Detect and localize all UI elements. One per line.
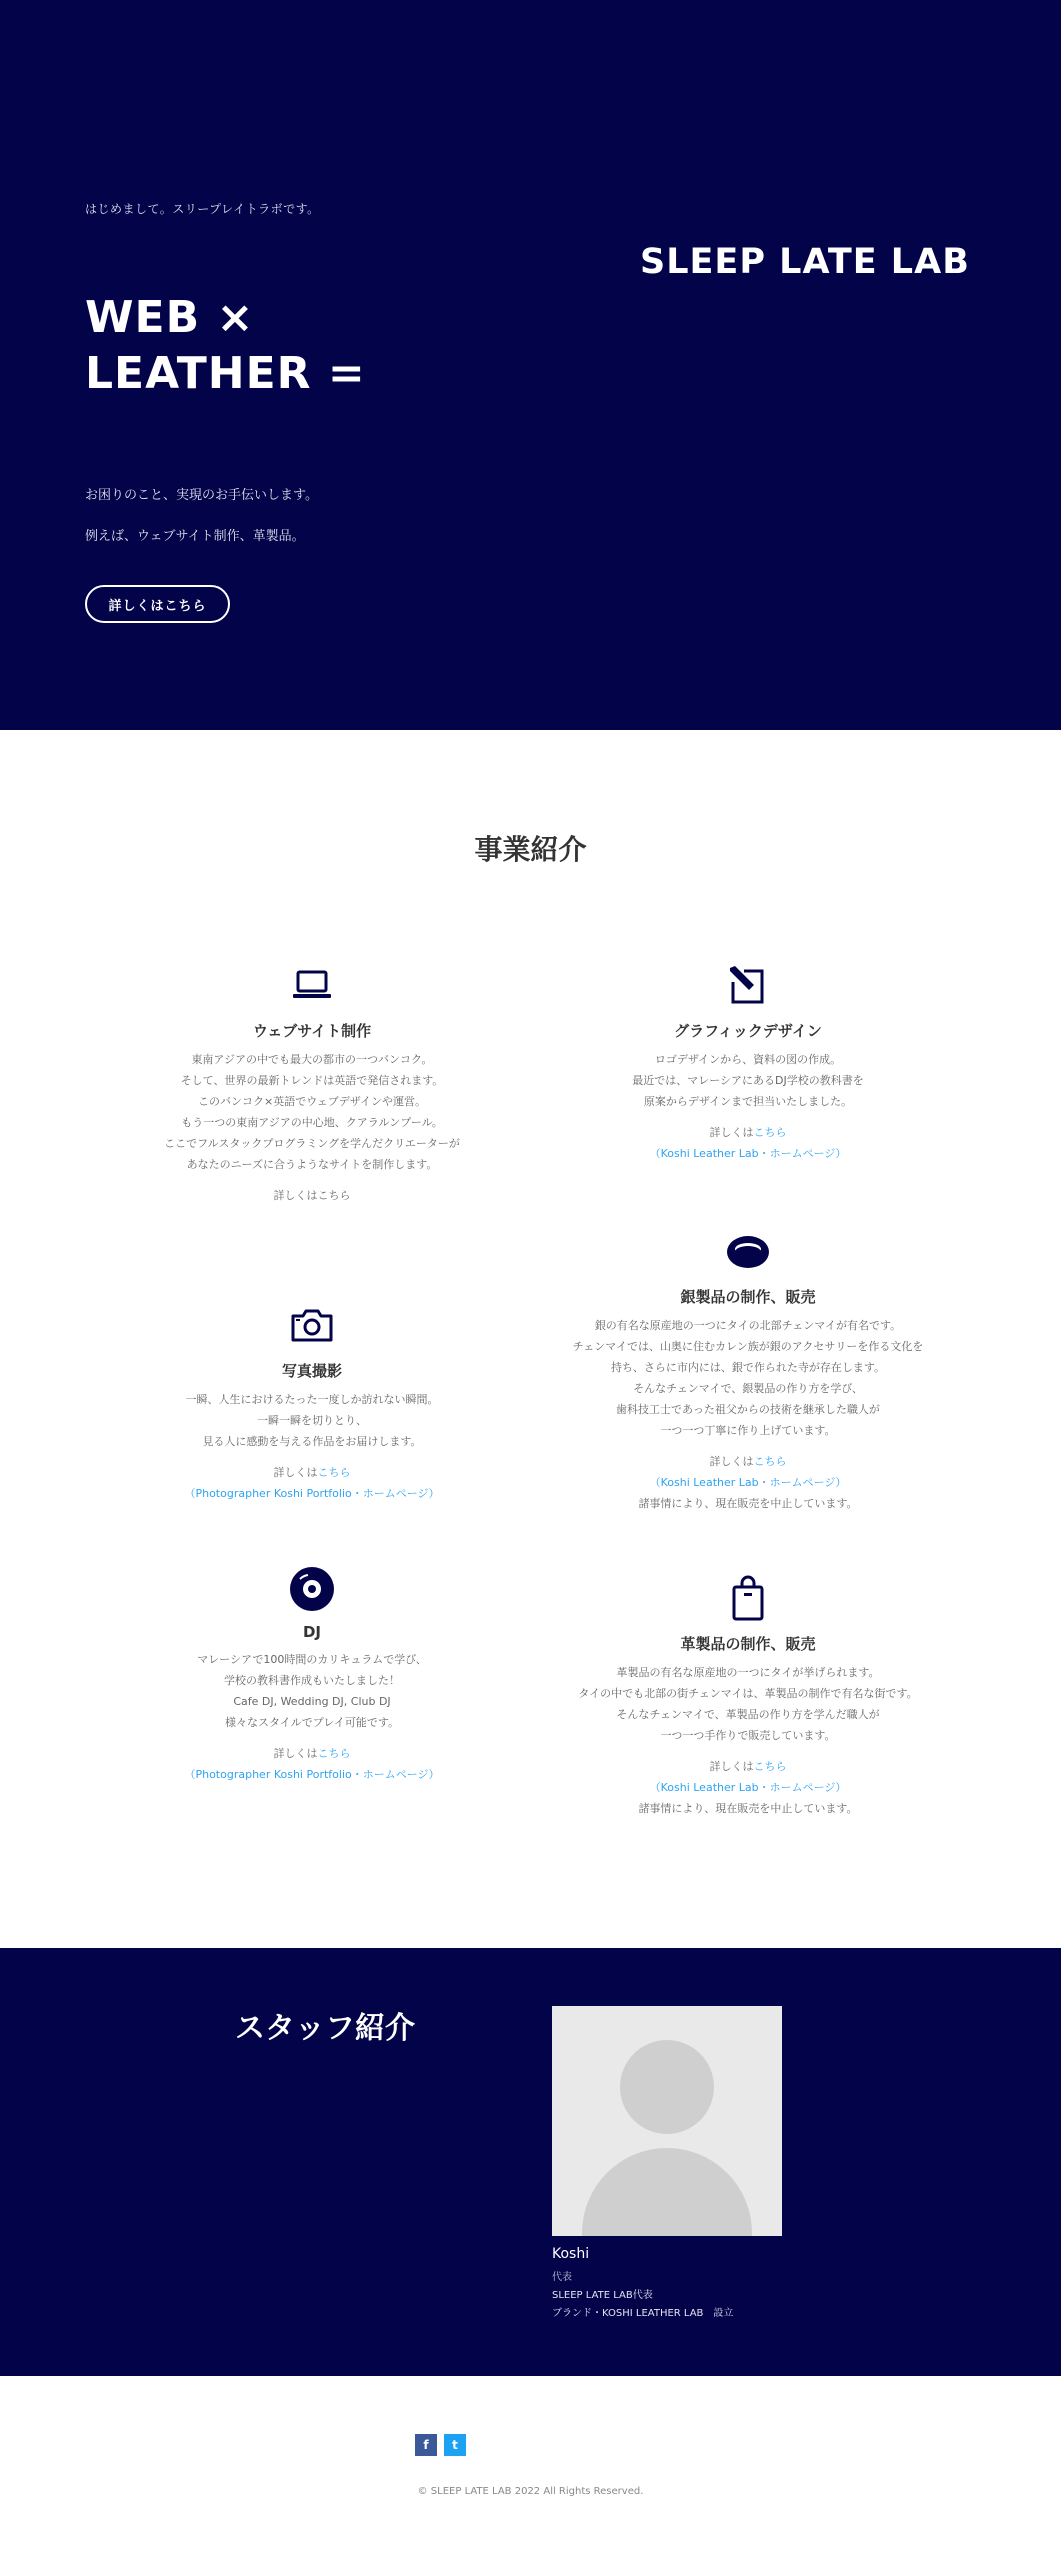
service-web-title: ウェブサイト制作	[252, 1022, 372, 1040]
service-graphic-sub-link[interactable]: （Koshi Leather Lab・ホームページ）	[649, 1147, 847, 1160]
service-photo-sub-link[interactable]: （Photographer Koshi Portfolio・ホームページ）	[184, 1487, 440, 1500]
staff-title: スタッフ紹介	[235, 2011, 415, 2046]
more-prefix: 詳しくは	[273, 1466, 318, 1479]
more-prefix: 詳しくは	[709, 1455, 754, 1468]
service-dj-more-link[interactable]: こちら	[317, 1747, 351, 1760]
shopping-bag-icon	[724, 1575, 772, 1623]
hero-text-2: 例えば、ウェブサイト制作、革製品。	[85, 529, 305, 544]
service-silver-note: 諸事情により、現在販売を中止しています。	[638, 1497, 858, 1510]
twitter-icon[interactable]: t	[444, 2434, 466, 2456]
staff-avatar	[552, 2006, 782, 2236]
service-web-line: 東南アジアの中でも最大の都市の一つバンコク。	[191, 1053, 433, 1066]
copyright: © SLEEP LATE LAB 2022 All Rights Reserved.	[417, 2486, 644, 2497]
service-dj	[112, 1565, 512, 1785]
staff-desc-2: ブランド・KOSHI LEATHER LAB 設立	[552, 2308, 734, 2319]
service-web-line: ここでフルスタックプログラミングを学んだクリエーターが	[164, 1137, 460, 1150]
services-title: 事業紹介	[474, 833, 587, 866]
service-leather-line: そんなチェンマイで、革製品の作り方を学んだ職人が	[616, 1708, 880, 1721]
staff-desc-1: SLEEP LATE LAB代表	[552, 2290, 653, 2301]
service-leather-line: タイの中でも北部の街チェンマイは、革製品の制作で有名な街です。	[578, 1687, 918, 1700]
hero-greeting: はじめまして。スリープレイトラボです。	[85, 202, 320, 216]
service-dj-title: DJ	[302, 1623, 322, 1641]
service-leather	[548, 1575, 948, 1819]
service-leather-note: 諸事情により、現在販売を中止しています。	[638, 1802, 858, 1815]
service-leather-line: 一つ一つ手作りで販売しています。	[660, 1729, 836, 1742]
service-silver-more-link[interactable]: こちら	[753, 1455, 787, 1468]
hero-title	[85, 290, 366, 402]
avatar-head	[620, 2040, 714, 2134]
service-photo-title: 写真撮影	[281, 1362, 342, 1380]
more-prefix: 詳しくは	[273, 1747, 318, 1760]
learn-more-button[interactable]: 詳しくはこちら	[85, 585, 230, 623]
service-photo-more	[112, 1462, 512, 1483]
service-graphic-line: ロゴデザインから、資料の図の作成。	[654, 1053, 842, 1066]
service-silver-line: チェンマイでは、山奥に住むカレン族が銀のアクセサリーを作る文化を	[572, 1340, 924, 1353]
service-web-line: そして、世界の最新トレンドは英語で発信されます。	[180, 1074, 444, 1087]
service-leather-more-link[interactable]: こちら	[753, 1760, 787, 1773]
service-silver-line: 銀の有名な原産地の一つにタイの北部チェンマイが有名です。	[594, 1319, 902, 1332]
service-graphic-line: 最近では、マレーシアにあるDJ学校の教科書を	[632, 1074, 864, 1087]
service-graphic	[548, 962, 948, 1164]
service-silver-line: 持ち、さらに市内には、銀で作られた寺が存在します。	[610, 1361, 886, 1374]
service-silver-line: 一つ一つ丁寧に作り上げています。	[660, 1424, 836, 1437]
more-prefix: 詳しくは	[709, 1760, 754, 1773]
hero-title-line2: LEATHER =	[85, 348, 366, 399]
service-photo-line: 見る人に感動を与える作品をお届けします。	[202, 1435, 422, 1448]
staff-section	[0, 1948, 1061, 2376]
laptop-icon	[288, 962, 336, 1010]
ring-icon	[724, 1228, 772, 1276]
service-web-line: あなたのニーズに合うようなサイトを制作します。	[186, 1158, 438, 1171]
site-logo[interactable]: SLEEP LATE LAB	[640, 242, 970, 282]
service-photo-line: 一瞬、人生におけるたった一度しか訪れない瞬間。	[185, 1393, 439, 1406]
service-leather-line: 革製品の有名な原産地の一つにタイが挙げられます。	[616, 1666, 880, 1679]
hero-section	[0, 0, 1061, 730]
avatar-body	[582, 2148, 752, 2236]
service-silver-title: 銀製品の制作、販売	[680, 1288, 816, 1306]
service-graphic-more	[548, 1122, 948, 1143]
vinyl-record-icon	[288, 1565, 336, 1613]
service-photo	[112, 1302, 512, 1504]
service-graphic-more-link[interactable]: こちら	[753, 1126, 787, 1139]
service-silver-sub-link[interactable]: （Koshi Leather Lab・ホームページ）	[649, 1476, 847, 1489]
facebook-icon[interactable]: f	[415, 2434, 437, 2456]
service-photo-line: 一瞬一瞬を切りとり、	[257, 1414, 367, 1427]
camera-icon	[288, 1302, 336, 1350]
service-dj-line: マレーシアで100時間のカリキュラムで学び、	[197, 1653, 427, 1666]
hero-text-1: お困りのこと、実現のお手伝いします。	[85, 488, 318, 503]
service-web-line: このバンコク×英語でウェブデザインや運営。	[197, 1095, 426, 1108]
service-dj-line: Cafe DJ, Wedding DJ, Club DJ	[233, 1695, 391, 1708]
service-dj-line: 学校の教科書作成もいたしました！	[224, 1674, 400, 1687]
service-silver-line: 歯科技工士であった祖父からの技術を継承した職人が	[616, 1403, 880, 1416]
service-web-line: もう一つの東南アジアの中心地、クアラルンプール。	[181, 1116, 443, 1129]
service-web	[112, 962, 512, 1206]
staff-role: 代表	[552, 2272, 572, 2283]
service-dj-more	[112, 1743, 512, 1764]
service-photo-more-link[interactable]: こちら	[317, 1466, 351, 1479]
pen-edit-icon	[724, 962, 772, 1010]
service-leather-sub-link[interactable]: （Koshi Leather Lab・ホームページ）	[649, 1781, 847, 1794]
service-silver	[548, 1228, 948, 1514]
service-graphic-title: グラフィックデザイン	[674, 1022, 822, 1040]
service-silver-line: そんなチェンマイで、銀製品の作り方を学び、	[633, 1382, 863, 1395]
service-leather-title: 革製品の制作、販売	[680, 1635, 816, 1653]
service-dj-sub-link[interactable]: （Photographer Koshi Portfolio・ホームページ）	[184, 1768, 440, 1781]
service-dj-line: 様々なスタイルでプレイ可能です。	[225, 1716, 399, 1729]
more-prefix: 詳しくは	[709, 1126, 754, 1139]
service-silver-more	[548, 1451, 948, 1472]
staff-name: Koshi	[552, 2246, 590, 2262]
service-web-more-link[interactable]: 詳しくはこちら	[273, 1189, 351, 1202]
service-graphic-line: 原案からデザインまで担当いたしました。	[643, 1095, 853, 1108]
service-leather-more	[548, 1756, 948, 1777]
hero-title-line1: WEB ×	[85, 292, 255, 343]
